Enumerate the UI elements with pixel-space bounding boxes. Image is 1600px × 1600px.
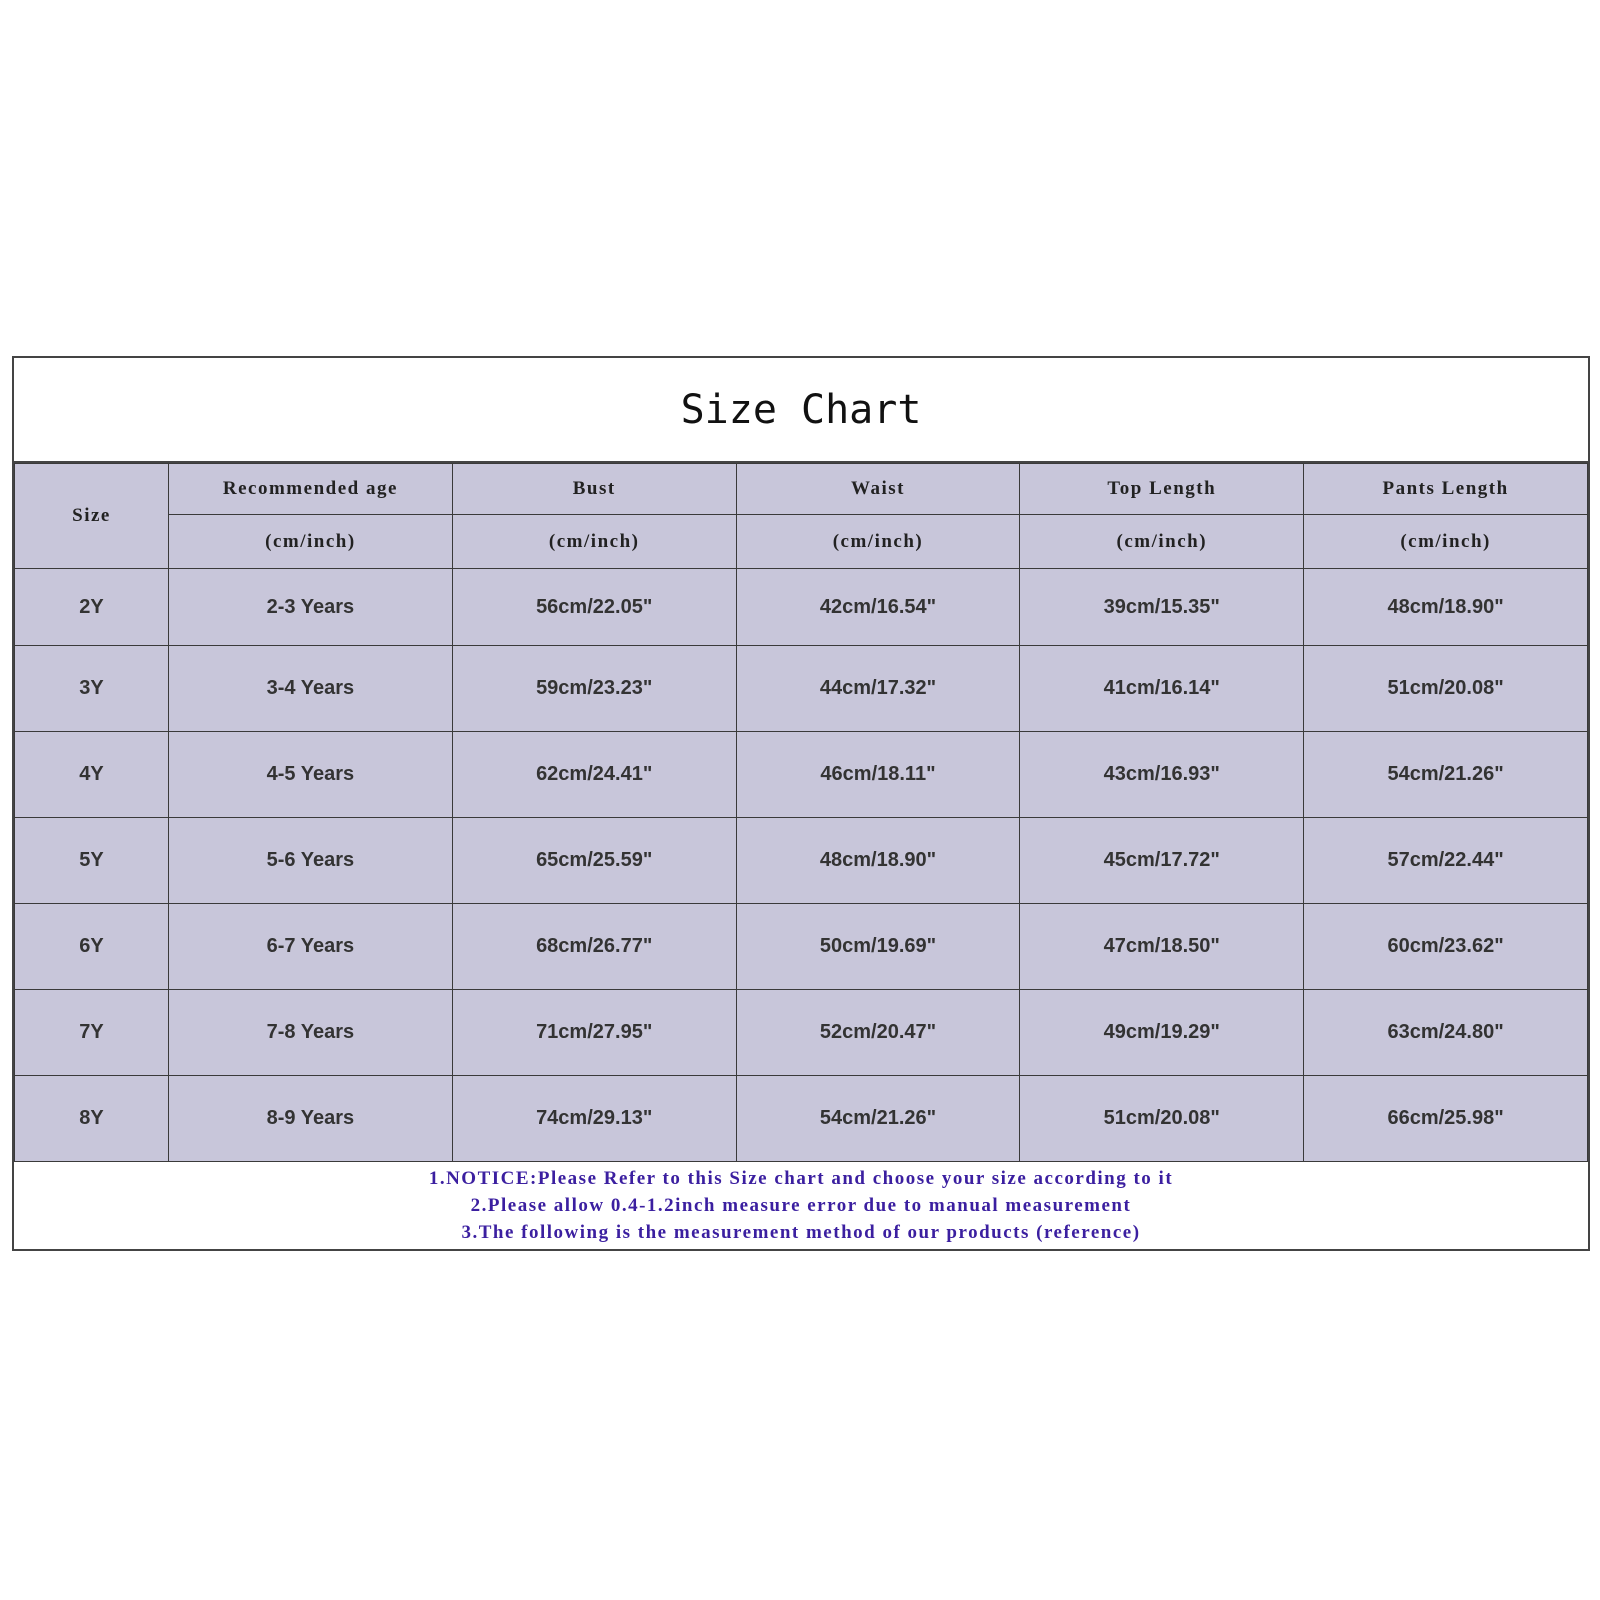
cell-age: 2-3 Years	[169, 569, 453, 646]
cell-waist: 54cm/21.26"	[736, 1076, 1020, 1162]
cell-top-length: 43cm/16.93"	[1020, 732, 1304, 818]
header-unit: (cm/inch)	[1304, 515, 1588, 569]
cell-waist: 44cm/17.32"	[736, 646, 1020, 732]
cell-top-length: 49cm/19.29"	[1020, 990, 1304, 1076]
cell-age: 3-4 Years	[169, 646, 453, 732]
cell-pants-length: 48cm/18.90"	[1304, 569, 1588, 646]
note-line: 3.The following is the measurement method of our products (reference)	[461, 1222, 1141, 1243]
cell-pants-length: 63cm/24.80"	[1304, 990, 1588, 1076]
cell-bust: 59cm/23.23"	[452, 646, 736, 732]
header-unit: (cm/inch)	[736, 515, 1020, 569]
cell-top-length: 41cm/16.14"	[1020, 646, 1304, 732]
cell-bust: 74cm/29.13"	[452, 1076, 736, 1162]
header-size: Size	[15, 464, 169, 569]
table-row	[15, 1076, 1588, 1162]
cell-waist: 46cm/18.11"	[736, 732, 1020, 818]
header-unit: (cm/inch)	[452, 515, 736, 569]
cell-top-length: 45cm/17.72"	[1020, 818, 1304, 904]
cell-pants-length: 57cm/22.44"	[1304, 818, 1588, 904]
cell-bust: 62cm/24.41"	[452, 732, 736, 818]
header-unit: (cm/inch)	[169, 515, 453, 569]
cell-size: 2Y	[15, 569, 169, 646]
cell-age: 8-9 Years	[169, 1076, 453, 1162]
table-row	[15, 818, 1588, 904]
note-line: 1.NOTICE:Please Refer to this Size chart and choose your size according to it	[428, 1168, 1174, 1189]
header-waist: Waist	[736, 464, 1020, 515]
cell-waist: 50cm/19.69"	[736, 904, 1020, 990]
cell-pants-length: 54cm/21.26"	[1304, 732, 1588, 818]
table-row	[15, 990, 1588, 1076]
size-table	[14, 463, 1588, 1162]
header-bust: Bust	[452, 464, 736, 515]
cell-top-length: 47cm/18.50"	[1020, 904, 1304, 990]
cell-waist: 48cm/18.90"	[736, 818, 1020, 904]
cell-waist: 42cm/16.54"	[736, 569, 1020, 646]
size-chart	[12, 356, 1590, 1251]
table-row	[15, 569, 1588, 646]
cell-bust: 56cm/22.05"	[452, 569, 736, 646]
cell-pants-length: 60cm/23.62"	[1304, 904, 1588, 990]
chart-title: Size Chart	[14, 358, 1588, 463]
header-unit: (cm/inch)	[1020, 515, 1304, 569]
cell-age: 6-7 Years	[169, 904, 453, 990]
cell-top-length: 39cm/15.35"	[1020, 569, 1304, 646]
cell-size: 5Y	[15, 818, 169, 904]
cell-size: 3Y	[15, 646, 169, 732]
table-row	[15, 904, 1588, 990]
cell-waist: 52cm/20.47"	[736, 990, 1020, 1076]
note-line: 2.Please allow 0.4-1.2inch measure error due to manual measurement	[470, 1195, 1132, 1216]
cell-age: 5-6 Years	[169, 818, 453, 904]
cell-bust: 65cm/25.59"	[452, 818, 736, 904]
cell-age: 7-8 Years	[169, 990, 453, 1076]
header-recommended-age: Recommended age	[169, 464, 453, 515]
cell-size: 8Y	[15, 1076, 169, 1162]
cell-pants-length: 66cm/25.98"	[1304, 1076, 1588, 1162]
cell-size: 4Y	[15, 732, 169, 818]
header-top-length: Top Length	[1020, 464, 1304, 515]
notes-section	[14, 1162, 1588, 1249]
header-pants-length: Pants Length	[1304, 464, 1588, 515]
cell-bust: 71cm/27.95"	[452, 990, 736, 1076]
cell-size: 7Y	[15, 990, 169, 1076]
cell-size: 6Y	[15, 904, 169, 990]
cell-age: 4-5 Years	[169, 732, 453, 818]
table-row	[15, 732, 1588, 818]
cell-pants-length: 51cm/20.08"	[1304, 646, 1588, 732]
table-row	[15, 646, 1588, 732]
cell-bust: 68cm/26.77"	[452, 904, 736, 990]
cell-top-length: 51cm/20.08"	[1020, 1076, 1304, 1162]
